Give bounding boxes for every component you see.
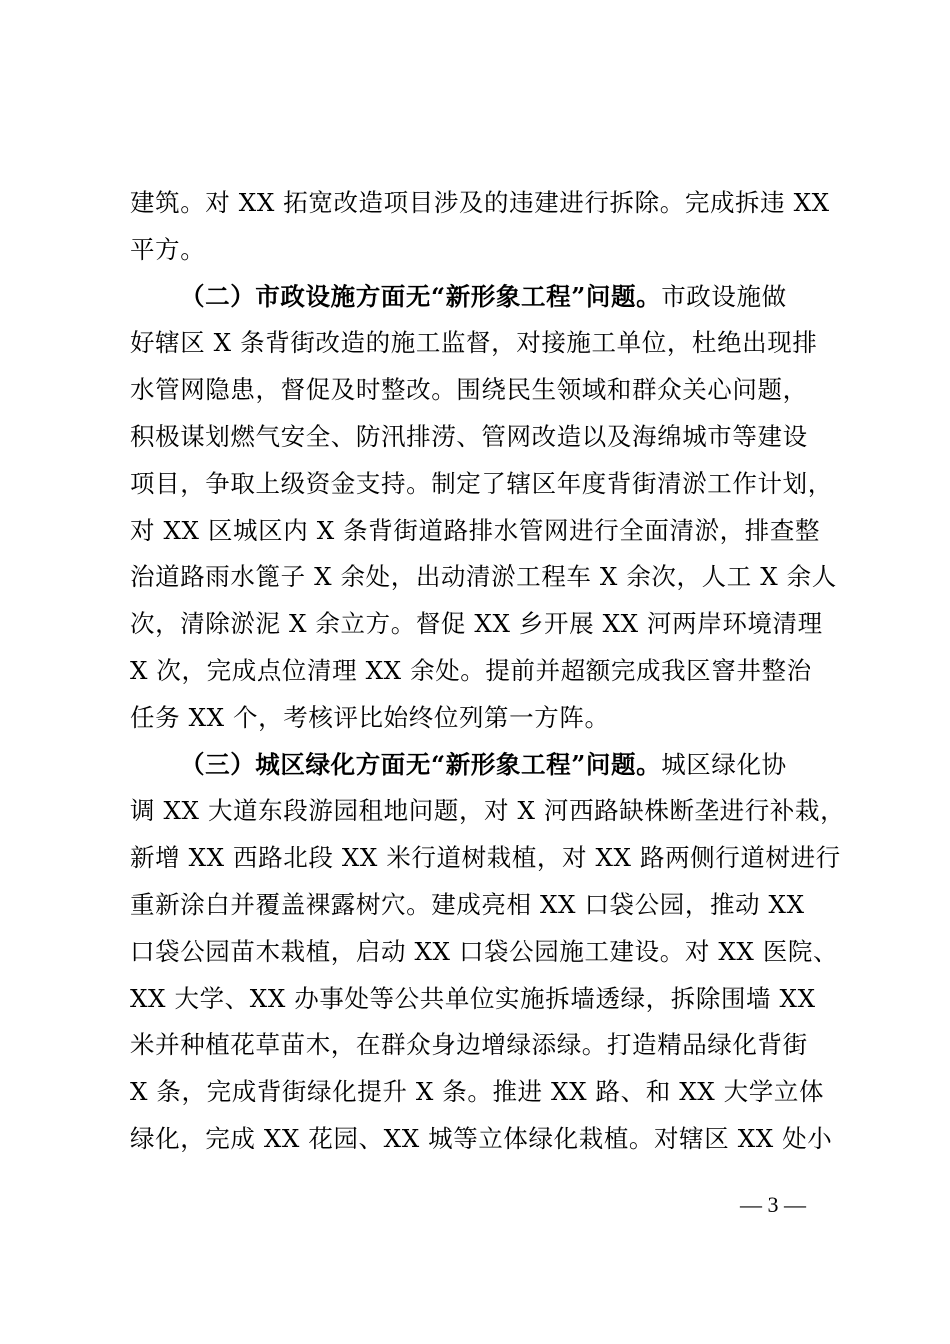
text-line: 项目，争取上级资金支持。制定了辖区年度背街清淤工作计划， [130, 468, 833, 498]
text-line: 平方。 [130, 234, 206, 264]
section-heading-2: （二）市政设施方面无“新形象工程”问题。 [180, 281, 662, 311]
paragraph-first-line [130, 742, 830, 789]
text-line: 新增 XX 西路北段 XX 米行道树栽植，对 XX 路两侧行道树进行 [130, 843, 841, 873]
text-line: 重新涂白并覆盖裸露树穴。建成亮相 XX 口袋公园，推动 XX [130, 889, 805, 919]
page-number: — 3 — [740, 1192, 806, 1217]
text-line: 口袋公园苗木栽植，启动 XX 口袋公园施工建设。对 XX 医院、 [130, 936, 839, 966]
text-line: 对 XX 区城区内 X 条背街道路排水管网进行全面清淤，排查整 [130, 515, 821, 545]
text-line: 好辖区 X 条背街改造的施工监督，对接施工单位，杜绝出现排 [130, 328, 818, 358]
text-line: X 条，完成背街绿化提升 X 条。推进 XX 路、和 XX 大学立体 [130, 1077, 825, 1107]
text-line: 米并种植花草苗木，在群众身边增绿添绿。打造精品绿化背街 [130, 1030, 808, 1060]
text-run: 城区绿化协 [661, 749, 787, 779]
text-line: XX 大学、XX 办事处等公共单位实施拆墙透绿，拆除围墙 XX [130, 983, 816, 1013]
text-line: X 次，完成点位清理 XX 余处。提前并超额完成我区窨井整治 [130, 655, 812, 685]
body-text [130, 180, 846, 1163]
text-line: 绿化，完成 XX 花园、XX 城等立体绿化栽植。对辖区 XX 处小 [130, 1123, 833, 1153]
section-heading-3: （三）城区绿化方面无“新形象工程”问题。 [180, 749, 662, 779]
text-line: 建筑。对 XX 拓宽改造项目涉及的违建进行拆除。完成拆违 XX [130, 188, 830, 217]
text-run: 市政设施做 [661, 281, 787, 311]
paragraph-first-line [130, 274, 830, 321]
text-line: 次，清除淤泥 X 余立方。督促 XX 乡开展 XX 河两岸环境清理 [130, 609, 823, 639]
text-line: 积极谋划燃气安全、防汛排涝、管网改造以及海绵城市等建设 [130, 421, 808, 451]
text-line: 水管网隐患，督促及时整改。围绕民生领域和群众关心问题， [130, 375, 808, 405]
text-line: 调 XX 大道东段游园租地问题，对 X 河西路缺株断垄进行补栽， [130, 796, 846, 826]
text-line: 治道路雨水篦子 X 余处，出动清淤工程车 X 余次，人工 X 余人 [130, 562, 837, 592]
text-line: 任务 XX 个，考核评比始终位列第一方阵。 [130, 702, 610, 732]
